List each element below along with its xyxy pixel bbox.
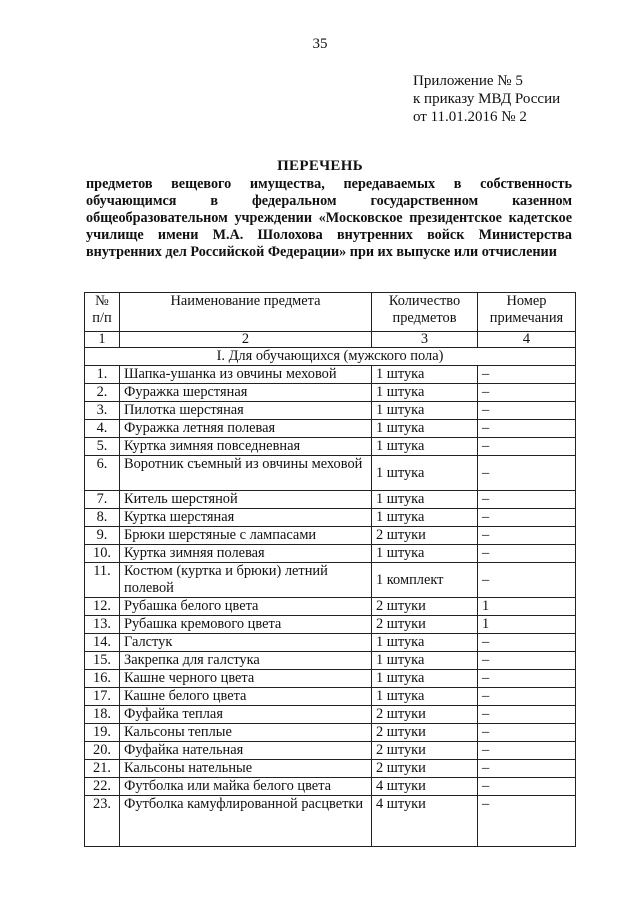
- row-number: 11.: [85, 563, 120, 598]
- item-name: Рубашка белого цвета: [120, 598, 372, 616]
- item-name: Кальсоны нательные: [120, 760, 372, 778]
- row-number: 18.: [85, 706, 120, 724]
- item-note: –: [478, 491, 576, 509]
- document-subtitle: предметов вещевого имущества, передаваемых в собственность обучающимся в федеральном государственном казенном общеобразовательном учреждении «Московское президентское кадетское училище имени М.А. Шолохова внутренних войск Министерства внутренних дел Российской Федерации» при их выпуске или отчислении: [86, 176, 572, 260]
- row-number: 8.: [85, 509, 120, 527]
- item-quantity: 1 штука: [372, 420, 478, 438]
- item-note: –: [478, 796, 576, 847]
- item-name: Шапка-ушанка из овчины меховой: [120, 366, 372, 384]
- table-row: [85, 366, 576, 384]
- item-name: Китель шерстяной: [120, 491, 372, 509]
- item-quantity: 2 штуки: [372, 616, 478, 634]
- table-row: [85, 652, 576, 670]
- item-quantity: 1 штука: [372, 688, 478, 706]
- header-qty: Количество предметов: [372, 293, 478, 332]
- item-name: Футболка камуфлированной расцветки: [120, 796, 372, 847]
- item-name: Кашне черного цвета: [120, 670, 372, 688]
- item-quantity: 1 штука: [372, 366, 478, 384]
- item-note: –: [478, 420, 576, 438]
- item-quantity: 1 штука: [372, 402, 478, 420]
- item-quantity: 2 штуки: [372, 527, 478, 545]
- header-num: № п/п: [85, 293, 120, 332]
- column-index: 3: [372, 332, 478, 348]
- item-name: Фуфайка нательная: [120, 742, 372, 760]
- item-note: –: [478, 742, 576, 760]
- table-row: [85, 491, 576, 509]
- column-index-row: [85, 332, 576, 348]
- table-row: [85, 527, 576, 545]
- table-body: [85, 366, 576, 847]
- page-number: 35: [312, 36, 328, 52]
- item-name: Галстук: [120, 634, 372, 652]
- item-quantity: 1 штука: [372, 652, 478, 670]
- item-quantity: 4 штуки: [372, 778, 478, 796]
- item-name: Куртка зимняя повседневная: [120, 438, 372, 456]
- item-quantity: 2 штуки: [372, 724, 478, 742]
- item-name: Воротник съемный из овчины меховой: [120, 456, 372, 491]
- item-note: –: [478, 724, 576, 742]
- table-row: [85, 420, 576, 438]
- item-note: –: [478, 688, 576, 706]
- table-row: [85, 545, 576, 563]
- row-number: 6.: [85, 456, 120, 491]
- row-number: 23.: [85, 796, 120, 847]
- row-number: 1.: [85, 366, 120, 384]
- row-number: 22.: [85, 778, 120, 796]
- item-quantity: 1 штука: [372, 634, 478, 652]
- row-number: 2.: [85, 384, 120, 402]
- row-number: 17.: [85, 688, 120, 706]
- item-name: Брюки шерстяные с лампасами: [120, 527, 372, 545]
- table-row: [85, 598, 576, 616]
- item-note: –: [478, 384, 576, 402]
- item-quantity: 2 штуки: [372, 598, 478, 616]
- section-heading: I. Для обучающихся (мужского пола): [85, 348, 576, 366]
- annex-line-3: от 11.01.2016 № 2: [413, 109, 527, 125]
- item-note: 1: [478, 616, 576, 634]
- item-quantity: 2 штуки: [372, 760, 478, 778]
- table-row: [85, 670, 576, 688]
- item-quantity: 1 штука: [372, 491, 478, 509]
- table-row: [85, 563, 576, 598]
- item-note: –: [478, 760, 576, 778]
- row-number: 21.: [85, 760, 120, 778]
- table-row: [85, 456, 576, 491]
- row-number: 10.: [85, 545, 120, 563]
- table-row: [85, 616, 576, 634]
- item-name: Кашне белого цвета: [120, 688, 372, 706]
- item-quantity: 2 штуки: [372, 706, 478, 724]
- table-header-row: [85, 293, 576, 332]
- table-row: [85, 402, 576, 420]
- row-number: 9.: [85, 527, 120, 545]
- row-number: 15.: [85, 652, 120, 670]
- item-name: Куртка зимняя полевая: [120, 545, 372, 563]
- header-name: Наименование предмета: [120, 293, 372, 332]
- row-number: 12.: [85, 598, 120, 616]
- item-note: –: [478, 706, 576, 724]
- row-number: 4.: [85, 420, 120, 438]
- item-note: 1: [478, 598, 576, 616]
- item-note: –: [478, 634, 576, 652]
- item-quantity: 1 штука: [372, 384, 478, 402]
- table-row: [85, 778, 576, 796]
- column-index: 1: [85, 332, 120, 348]
- item-quantity: 1 штука: [372, 670, 478, 688]
- row-number: 13.: [85, 616, 120, 634]
- item-quantity: 1 штука: [372, 438, 478, 456]
- row-number: 5.: [85, 438, 120, 456]
- item-note: –: [478, 402, 576, 420]
- table-row: [85, 438, 576, 456]
- table-row: [85, 742, 576, 760]
- section-row: [85, 348, 576, 366]
- item-note: –: [478, 366, 576, 384]
- item-note: –: [478, 456, 576, 491]
- row-number: 7.: [85, 491, 120, 509]
- column-index: 2: [120, 332, 372, 348]
- row-number: 20.: [85, 742, 120, 760]
- annex-block: [413, 72, 560, 126]
- item-quantity: 1 штука: [372, 545, 478, 563]
- items-table: [84, 292, 576, 847]
- header-note: Номер примечания: [478, 293, 576, 332]
- item-name: Рубашка кремового цвета: [120, 616, 372, 634]
- table-row: [85, 706, 576, 724]
- item-quantity: 4 штуки: [372, 796, 478, 847]
- item-name: Кальсоны теплые: [120, 724, 372, 742]
- item-note: –: [478, 545, 576, 563]
- item-name: Фуражка летняя полевая: [120, 420, 372, 438]
- table-row: [85, 509, 576, 527]
- item-quantity: 1 комплект: [372, 563, 478, 598]
- item-note: –: [478, 778, 576, 796]
- row-number: 3.: [85, 402, 120, 420]
- row-number: 19.: [85, 724, 120, 742]
- item-name: Фуражка шерстяная: [120, 384, 372, 402]
- annex-line-2: к приказу МВД России: [413, 91, 561, 107]
- item-name: Пилотка шерстяная: [120, 402, 372, 420]
- item-quantity: 1 штука: [372, 456, 478, 491]
- table-row: [85, 760, 576, 778]
- item-name: Фуфайка теплая: [120, 706, 372, 724]
- table-row: [85, 796, 576, 847]
- item-name: Закрепка для галстука: [120, 652, 372, 670]
- annex-line-1: Приложение № 5: [413, 73, 523, 89]
- item-note: –: [478, 509, 576, 527]
- item-note: –: [478, 563, 576, 598]
- item-note: –: [478, 438, 576, 456]
- item-name: Футболка или майка белого цвета: [120, 778, 372, 796]
- item-quantity: 1 штука: [372, 509, 478, 527]
- table-row: [85, 384, 576, 402]
- column-index: 4: [478, 332, 576, 348]
- document-title: ПЕРЕЧЕНЬ: [277, 158, 363, 174]
- table-row: [85, 724, 576, 742]
- row-number: 14.: [85, 634, 120, 652]
- item-quantity: 2 штуки: [372, 742, 478, 760]
- item-note: –: [478, 527, 576, 545]
- item-name: Костюм (куртка и брюки) летний полевой: [120, 563, 372, 598]
- item-name: Куртка шерстяная: [120, 509, 372, 527]
- row-number: 16.: [85, 670, 120, 688]
- item-note: –: [478, 652, 576, 670]
- table-row: [85, 688, 576, 706]
- item-note: –: [478, 670, 576, 688]
- table-row: [85, 634, 576, 652]
